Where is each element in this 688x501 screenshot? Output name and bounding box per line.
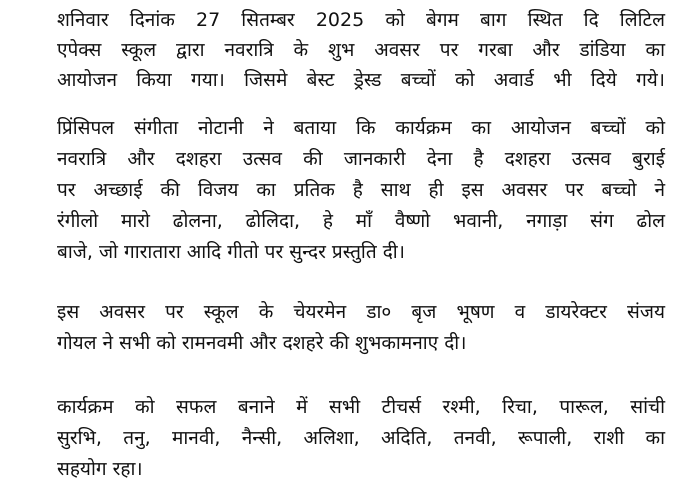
- paragraph-2-line-1: प्रिंसिपल संगीता नोटानी ने बताया कि कार्यक्रम का आयोजन बच्चों को: [57, 117, 665, 139]
- paragraph-4-line-3: सहयोग रहा।: [57, 458, 143, 480]
- paragraph-2-line-3: पर अच्छाई की विजय का प्रतिक है साथ ही इस अवसर पर बच्चो ने: [57, 179, 665, 201]
- paragraph-4-line-2: सुरभि, तनु, मानवी, नैन्सी, अलिशा, अदिति, तनवी, रूपाली, राशी का: [57, 427, 665, 449]
- paragraph-2-line-4: रंगीलो मारो ढोलना, ढोलिदा, हे माँ वैष्णो भवानी, नगाड़ा संग ढोल: [57, 210, 665, 232]
- paragraph-1-line-3: आयोजन किया गया। जिसमे बेस्ट ड्रेस्ड बच्चों को अवार्ड भी दिये गये।: [57, 69, 665, 91]
- paragraph-3-line-2: गोयल ने सभी को रामनवमी और दशहरे की शुभकामनाए दी।: [57, 332, 467, 354]
- paragraph-2-line-2: नवरात्रि और दशहरा उत्सव की जानकारी देना है दशहरा उत्सव बुराई: [57, 148, 665, 170]
- paragraph-1-line-1: शनिवार दिनांक 27 सितम्बर 2025 को बेगम बाग स्थित दि लिटिल: [57, 9, 665, 31]
- paragraph-2-line-5: बाजे, जो गारातारा आदि गीतो पर सुन्दर प्रस्तुति दी।: [57, 241, 405, 263]
- paragraph-3-line-1: इस अवसर पर स्कूल के चेयरमेन डा० बृज भूषण व डायरेक्टर संजय: [57, 301, 665, 323]
- paragraph-1-line-2: एपेक्स स्कूल द्वारा नवरात्रि के शुभ अवसर पर गरबा और डांडिया का: [57, 39, 665, 61]
- paragraph-4-line-1: कार्यक्रम को सफल बनाने में सभी टीचर्स रश्मी, रिचा, पारूल, सांची: [57, 396, 665, 418]
